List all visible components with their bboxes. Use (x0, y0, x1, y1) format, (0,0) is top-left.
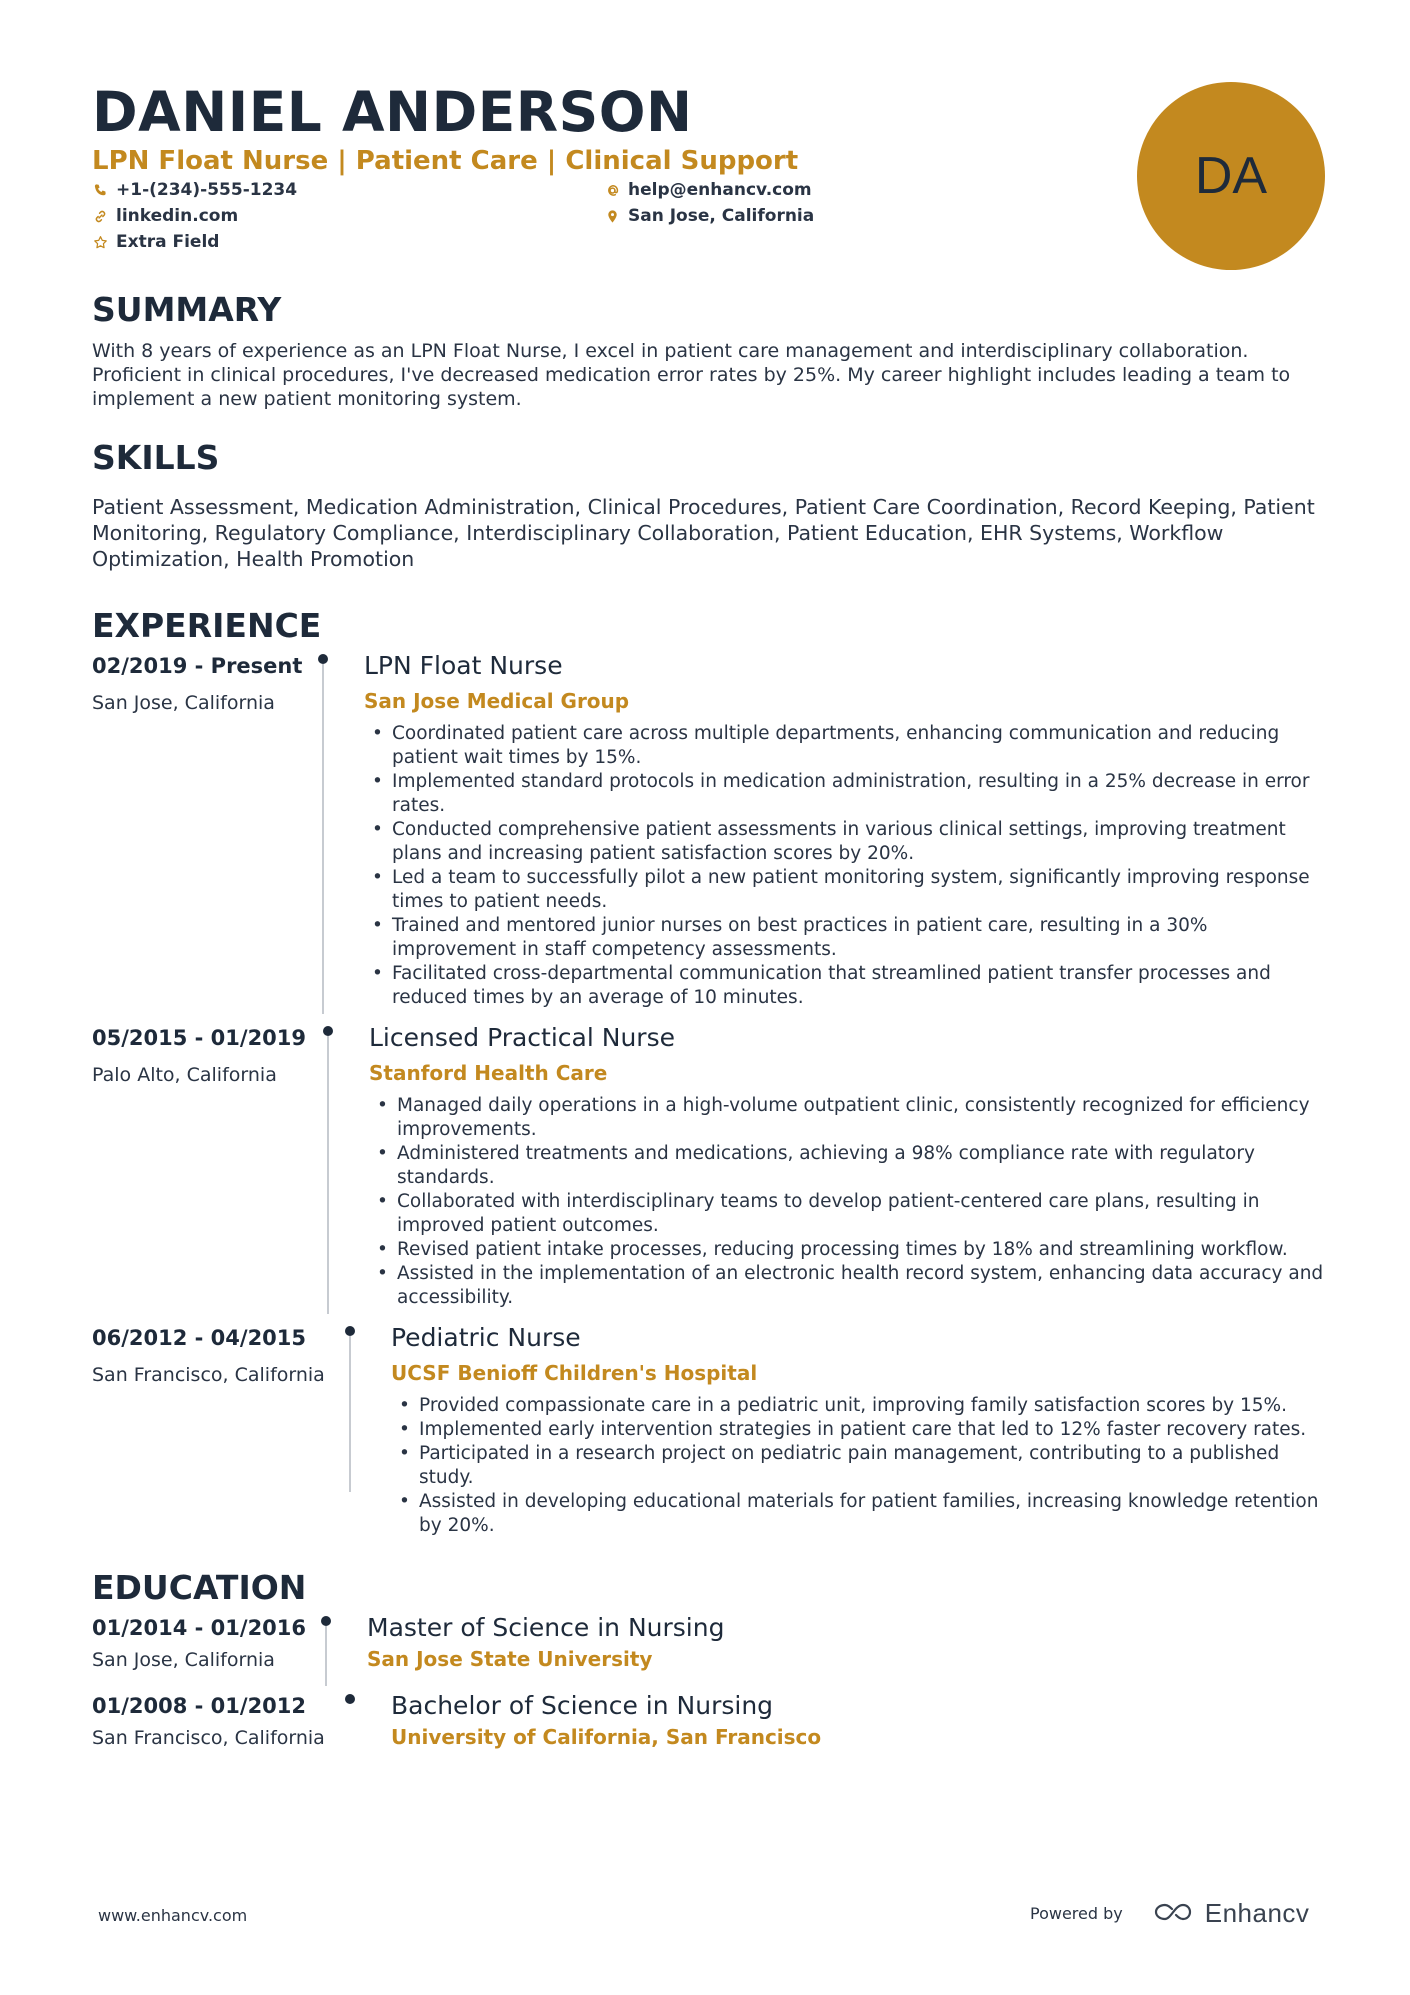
education-heading: EDUCATION (92, 1568, 307, 1607)
location-pin-icon (604, 208, 620, 224)
contact-website (92, 204, 238, 228)
timeline-dot (321, 1616, 331, 1626)
experience-dates: 06/2012 - 04/2015 (92, 1326, 307, 1350)
at-icon (604, 182, 620, 198)
skills-text: Patient Assessment, Medication Administration, Clinical Procedures, Patient Care Coordination, Record Keeping, Patient Monitoring, Regulatory Compliance, Interdisciplinary Collaboration, Patient Education, EHR Systems, Workflow Optimization, Health Promotion (92, 495, 1315, 571)
timeline-dot (318, 654, 328, 664)
education-location: San Jose, California (92, 1649, 275, 1671)
experience-role: LPN Float Nurse (364, 651, 563, 680)
experience-bullets (391, 1394, 1326, 1538)
education-degree: Bachelor of Science in Nursing (391, 1691, 774, 1720)
timeline-line (322, 664, 324, 1014)
avatar-initials: DA (1194, 147, 1268, 205)
list-item: • Assisted in developing educational materials for patient families, increasing knowledge retention by 20%. (391, 1490, 1326, 1538)
list-item: • Led a team to successfully pilot a new patient monitoring system, significantly improving response times to patient needs. (364, 866, 1324, 914)
contact-email (604, 178, 812, 202)
phone-number[interactable]: +1-(234)-555-1234 (116, 180, 298, 200)
footer-website[interactable]: www.enhancv.com (98, 1906, 248, 1925)
extra-field-text: Extra Field (116, 232, 220, 252)
list-item: • Provided compassionate care in a pediatric unit, improving family satisfaction scores by 15%. (391, 1394, 1326, 1418)
experience-org: UCSF Benioff Children's Hospital (391, 1361, 758, 1385)
experience-org: Stanford Health Care (369, 1061, 608, 1085)
experience-role: Pediatric Nurse (391, 1323, 581, 1352)
avatar (1137, 82, 1325, 270)
timeline-dot (323, 1026, 333, 1036)
candidate-headline: LPN Float Nurse | Patient Care | Clinical Support (92, 146, 799, 176)
education-school: University of California, San Francisco (391, 1725, 822, 1749)
list-item: • Implemented standard protocols in medication administration, resulting in a 25% decrease in error rates. (364, 770, 1324, 818)
footer-branding (1030, 1898, 1309, 1929)
experience-role: Licensed Practical Nurse (369, 1023, 675, 1052)
email-address[interactable]: help@enhancv.com (628, 180, 812, 200)
contact-location (604, 204, 814, 228)
list-item: • Conducted comprehensive patient assessments in various clinical settings, improving treatment plans and increasing patient satisfaction scores by 20%. (364, 818, 1324, 866)
timeline-line (349, 1336, 351, 1492)
list-item: • Coordinated patient care across multiple departments, enhancing communication and reducing patient wait times by 15%. (364, 722, 1324, 770)
brand-name: Enhancv (1204, 1898, 1310, 1928)
experience-location: Palo Alto, California (92, 1064, 277, 1086)
education-location: San Francisco, California (92, 1727, 325, 1749)
timeline-line (327, 1036, 329, 1314)
experience-dates: 05/2015 - 01/2019 (92, 1026, 307, 1050)
timeline-dot (345, 1694, 355, 1704)
candidate-name: DANIEL ANDERSON (92, 80, 693, 144)
phone-icon (92, 182, 108, 198)
contact-phone (92, 178, 297, 202)
experience-location: San Jose, California (92, 692, 275, 714)
powered-by-text: Powered by (1030, 1904, 1123, 1923)
education-degree: Master of Science in Nursing (367, 1613, 725, 1642)
list-item: • Collaborated with interdisciplinary teams to develop patient-centered care plans, resulting in improved patient outcomes. (369, 1190, 1329, 1238)
education-dates: 01/2014 - 01/2016 (92, 1616, 307, 1640)
summary-heading: SUMMARY (92, 290, 282, 329)
link-icon (92, 208, 108, 224)
experience-org: San Jose Medical Group (364, 689, 630, 713)
experience-heading: EXPERIENCE (92, 606, 322, 645)
skills-heading: SKILLS (92, 438, 220, 477)
experience-bullets (369, 1094, 1329, 1310)
list-item: • Implemented early intervention strategies in patient care that led to 12% faster recovery rates. (391, 1418, 1326, 1442)
list-item: • Revised patient intake processes, reducing processing times by 18% and streamlining workflow. (369, 1238, 1329, 1262)
experience-bullets (364, 722, 1324, 1010)
list-item: • Managed daily operations in a high-volume outpatient clinic, consistently recognized for efficiency improvements. (369, 1094, 1329, 1142)
list-item: • Participated in a research project on pediatric pain management, contributing to a published study. (391, 1442, 1326, 1490)
location-text: San Jose, California (628, 206, 815, 226)
list-item: • Facilitated cross-departmental communication that streamlined patient transfer processes and reduced times by an average of 10 minutes. (364, 962, 1324, 1010)
enhancv-logo-icon (1151, 1900, 1197, 1928)
website-link[interactable]: linkedin.com (116, 206, 239, 226)
timeline-dot (345, 1326, 355, 1336)
list-item: • Administered treatments and medications, achieving a 98% compliance rate with regulatory standards. (369, 1142, 1329, 1190)
star-icon (92, 234, 108, 250)
timeline-line (325, 1626, 327, 1686)
experience-location: San Francisco, California (92, 1364, 325, 1386)
education-school: San Jose State University (367, 1647, 653, 1671)
contact-extra (92, 230, 219, 254)
list-item: • Assisted in the implementation of an electronic health record system, enhancing data accuracy and accessibility. (369, 1262, 1329, 1310)
education-dates: 01/2008 - 01/2012 (92, 1694, 307, 1718)
list-item: • Trained and mentored junior nurses on best practices in patient care, resulting in a 30% improvement in staff competency assessments. (364, 914, 1324, 962)
summary-text: With 8 years of experience as an LPN Float Nurse, I excel in patient care management and interdisciplinary collaboration. Proficient in clinical procedures, I've decreased medication error rates by 25%. My career highlight includes leading a team to implement a new patient monitoring system. (92, 340, 1291, 410)
experience-dates: 02/2019 - Present (92, 654, 303, 678)
